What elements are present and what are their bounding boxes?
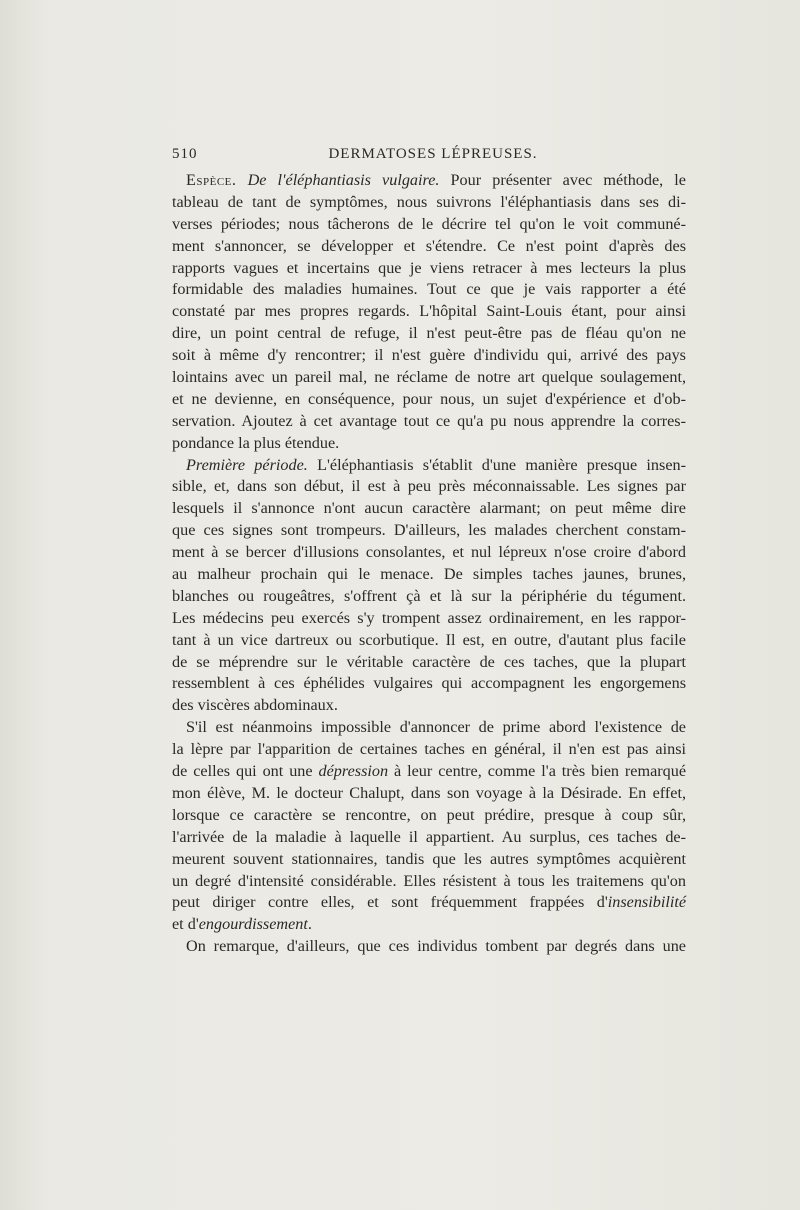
page-header [172,146,686,168]
running-title: DERMATOSES LÉPREUSES. [328,146,538,162]
period-heading: Première période. [186,455,308,474]
text-run: de celles qui ont une [172,762,313,781]
text-line [172,914,686,936]
text-run: . [307,915,312,934]
text-line: des viscères abdominaux. [172,696,338,715]
text-line: formidable des maladies humaines. Tout ce que je vais rapporter a été [172,280,686,299]
text-line: S'il est néanmoins impossible d'annoncer de prime abord l'existence de [186,718,686,737]
text-line: On remarque, d'ailleurs, que ces individus tombent par degrés dans une [186,937,686,956]
text-run: et d' [172,915,199,934]
text-line: meurent souvent stationnaires, tandis que les autres symptômes acquièrent [172,849,686,868]
text-line: verses périodes; nous tâcherons de le décrire tel qu'on le voit communé- [172,214,686,233]
text-line: blanches ou rougeâtres, s'offrent çà et là sur la périphérie du tégument. [172,586,686,605]
text-run: Pour présenter avec méthode, le [450,171,686,189]
text-run: à leur centre, comme l'a très bien remarqué [394,762,687,781]
text-line: sible, et, dans son début, il est à peu près méconnaissable. Les signes par [172,477,686,496]
text-line: que ces signes sont trompeurs. D'ailleurs, les malades cherchent constam- [172,521,686,540]
emphasis: dépression [318,762,389,781]
text-line: un degré d'intensité considérable. Elles résistent à tous les traitemens qu'on [172,871,686,890]
text-line: soit à même d'y rencontrer; il n'est guère d'individu qui, arrivé des pays [172,346,686,365]
text-line: rapports vagues et incertains que je viens retracer à mes lecteurs la plus [172,258,686,277]
text-line [172,455,686,477]
section-title: De l'éléphantiasis vulgaire. [247,171,440,189]
text-line: ment s'annoncer, se développer et s'étendre. Ce n'est point d'après des [172,236,686,255]
emphasis: insensibilité [607,893,686,912]
text-line: tant à un vice dartreux ou scorbutique. Il est, en outre, d'autant plus facile [172,630,686,649]
section-label: Espèce. [186,171,237,189]
text-line: tableau de tant de symptômes, nous suivrons l'éléphantiasis dans ses di- [172,192,686,211]
text-line: et ne devienne, en conséquence, pour nous, un sujet d'expérience et d'ob- [172,389,686,408]
text-run: L'éléphantiasis s'établit d'une manière presque insen- [317,455,686,474]
text-line: mon élève, M. le docteur Chalupt, dans son voyage à la Désirade. En effet, [172,783,686,802]
text-line [172,892,686,914]
text-line: Les médecins peu exercés s'y trompent assez ordinairement, en les rappor- [172,608,686,627]
text-line: lorsque ce caractère se rencontre, on peut prédire, presque à coup sûr, [172,805,686,824]
emphasis: engourdissement [198,915,308,934]
text-line: ressemblent à ces éphélides vulgaires qui accompagnent les engorgemens [172,674,686,693]
text-line: constaté par mes propres regards. L'hôpital Saint-Louis étant, pour ainsi [172,302,686,321]
text-line: dire, un point central de refuge, il n'est peut-être pas de fléau qu'on ne [172,324,686,343]
text-line [172,761,686,783]
page-number: 510 [172,146,198,162]
text-line: l'arrivée de la maladie à laquelle il appartient. Au surplus, ces taches de- [172,827,686,846]
text-line: la lèpre par l'apparition de certaines taches en général, il n'en est pas ainsi [172,740,686,759]
text-line: servation. Ajoutez à cet avantage tout ce qu'a pu nous apprendre la corres- [172,411,686,430]
text-line: lesquels il s'annonce n'ont aucun caractère alarmant; on peut même dire [172,499,686,518]
text-line: lointains avec un pareil mal, ne réclame de notre art quelque soulagement, [172,368,686,387]
text-run: peut diriger contre elles, et sont fréquemment frappées d' [172,893,608,912]
text-line: pondance la plus étendue. [172,433,340,452]
text-line: de se méprendre sur le véritable caractère de ces taches, que la plupart [172,652,686,671]
body-text [172,170,686,958]
text-line: au malheur prochain qui le menace. De simples taches jaunes, brunes, [172,565,686,584]
text-line: ment à se bercer d'illusions consolantes, et nul lépreux n'ose croire d'abord [172,543,686,562]
text-line [172,170,686,192]
